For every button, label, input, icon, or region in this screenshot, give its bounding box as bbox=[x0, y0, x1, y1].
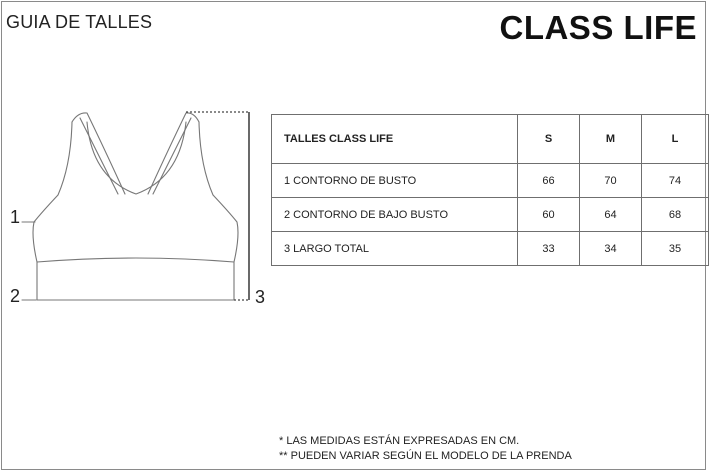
cell-s: 60 bbox=[518, 198, 580, 232]
cell-l: 35 bbox=[642, 232, 709, 266]
cell-m: 34 bbox=[580, 232, 642, 266]
table-row bbox=[272, 198, 709, 232]
bra-outline bbox=[33, 122, 238, 300]
band-top bbox=[37, 258, 234, 262]
table-header-size-s: S bbox=[518, 115, 580, 164]
footnotes bbox=[279, 434, 572, 464]
marker-2: 2 bbox=[10, 286, 21, 306]
footnote-variation: ** PUEDEN VARIAR SEGÚN EL MODELO DE LA PRENDA bbox=[279, 450, 572, 462]
brand-logo-text: CLASS LIFE bbox=[499, 9, 697, 46]
table-header-size-l: L bbox=[642, 115, 709, 164]
cell-l: 68 bbox=[642, 198, 709, 232]
footnote-units: * LAS MEDIDAS ESTÁN EXPRESADAS EN CM. bbox=[279, 435, 520, 447]
table-row bbox=[272, 164, 709, 198]
size-table bbox=[271, 114, 709, 266]
table-row bbox=[272, 232, 709, 266]
table-header-label: TALLES CLASS LIFE bbox=[272, 115, 518, 164]
cell-s: 66 bbox=[518, 164, 580, 198]
left-strap bbox=[72, 113, 125, 194]
marker-3: 3 bbox=[255, 287, 266, 307]
cell-l: 74 bbox=[642, 164, 709, 198]
table-header-row bbox=[272, 115, 709, 164]
cell-s: 33 bbox=[518, 232, 580, 266]
guide-title: GUIA DE TALLES bbox=[6, 12, 153, 32]
row-label: 1 CONTORNO DE BUSTO bbox=[272, 164, 518, 198]
row-label: 2 CONTORNO DE BAJO BUSTO bbox=[272, 198, 518, 232]
row-label: 3 LARGO TOTAL bbox=[272, 232, 518, 266]
table-header-size-m: M bbox=[580, 115, 642, 164]
marker-1: 1 bbox=[10, 207, 21, 227]
cell-m: 64 bbox=[580, 198, 642, 232]
cell-m: 70 bbox=[580, 164, 642, 198]
